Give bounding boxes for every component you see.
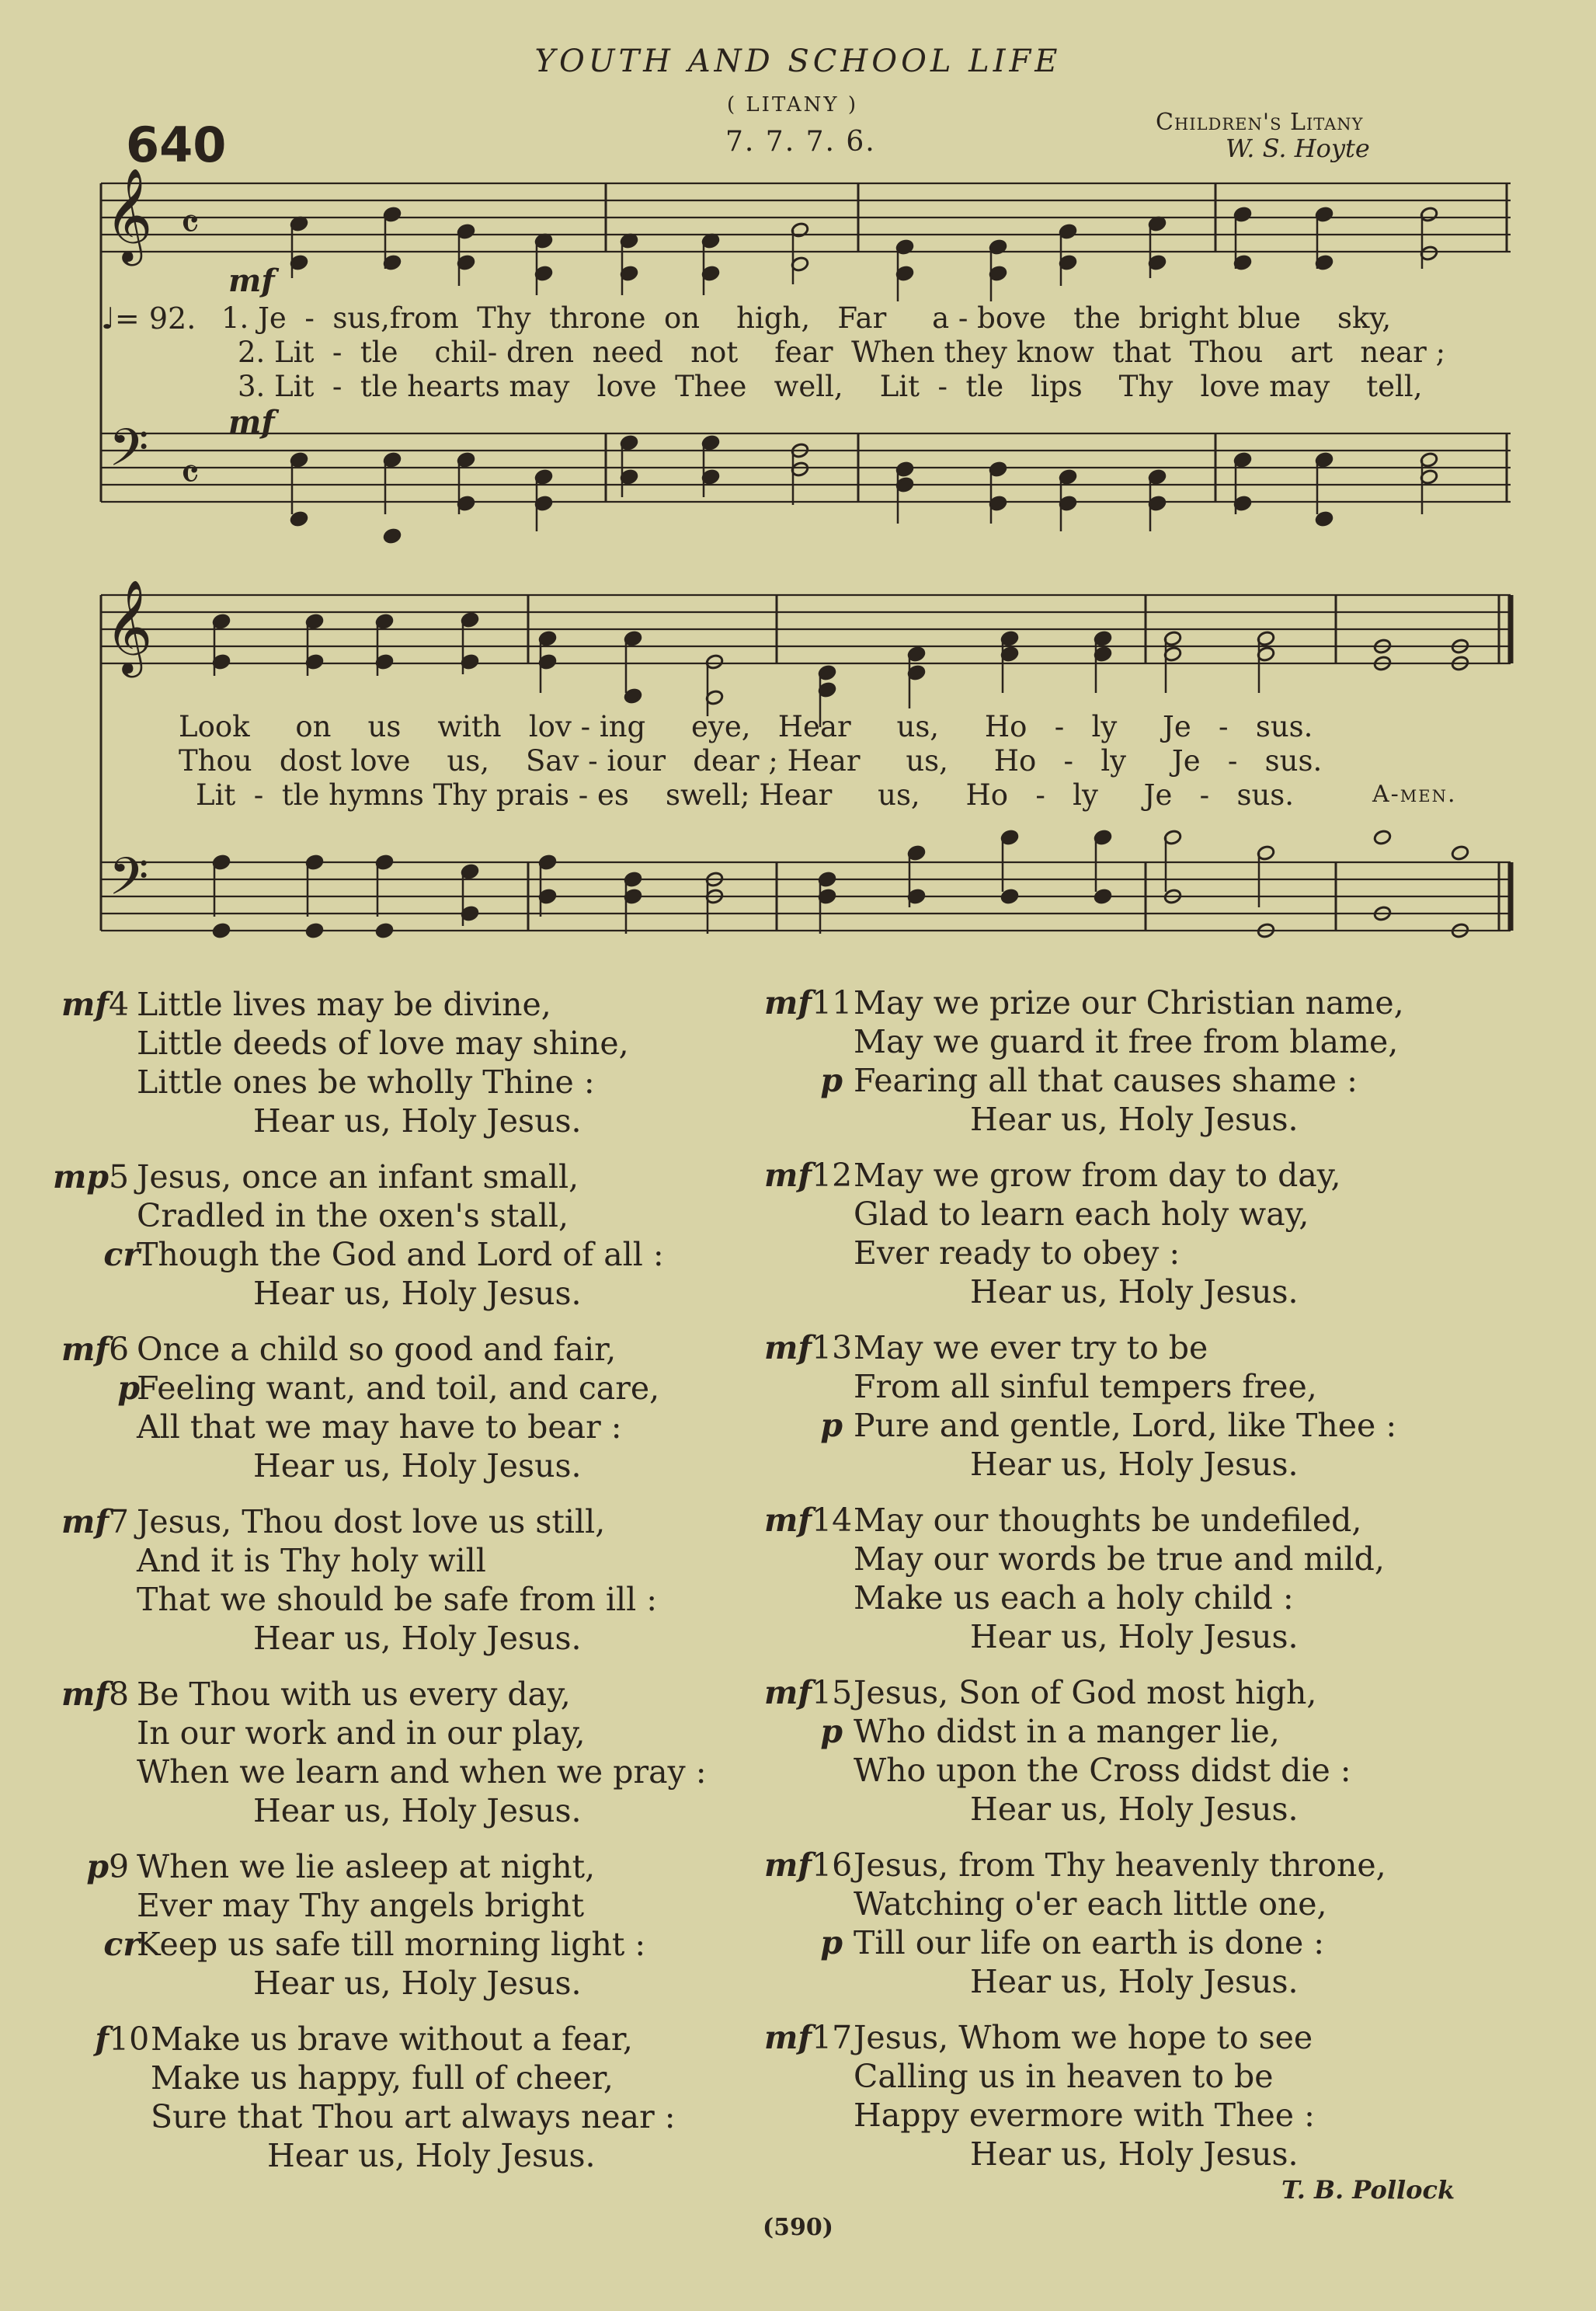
refrain-line: Hear us, Holy Jesus. bbox=[970, 1446, 1299, 1483]
note-bass-2 bbox=[212, 923, 231, 939]
time-signature: 𝄴 bbox=[180, 450, 200, 500]
stanza-number: 6 bbox=[109, 1331, 130, 1368]
verse-line: When we learn and when we pray : bbox=[137, 1753, 707, 1791]
note-bass-1 bbox=[383, 528, 402, 545]
bass-clef: 𝄢 bbox=[109, 847, 149, 919]
dynamic-mark: p bbox=[820, 1407, 843, 1444]
verse-line: Little deeds of love may shine, bbox=[137, 1025, 629, 1062]
refrain-line: Hear us, Holy Jesus. bbox=[253, 1792, 582, 1829]
refrain-line: Hear us, Holy Jesus. bbox=[970, 1618, 1299, 1655]
verse-line: In our work and in our play, bbox=[137, 1714, 586, 1752]
verse-line: That we should be safe from ill : bbox=[137, 1581, 658, 1618]
verse-line: Pure and gentle, Lord, like Thee : bbox=[854, 1407, 1397, 1444]
dynamic-mark: mf bbox=[763, 1157, 812, 1194]
refrain-line: Hear us, Holy Jesus. bbox=[970, 1791, 1299, 1828]
stanza-number: 9 bbox=[109, 1848, 130, 1885]
verse-line: Be Thou with us every day, bbox=[137, 1676, 571, 1713]
dynamic-mark: mf bbox=[61, 1503, 109, 1540]
verse-line: From all sinful tempers free, bbox=[854, 1368, 1317, 1405]
tempo-marking: ♩= 92. bbox=[101, 301, 196, 336]
hymn-meter: 7. 7. 7. 6. bbox=[725, 126, 876, 158]
verse-line: Make us each a holy child : bbox=[854, 1579, 1294, 1617]
dynamic-mark: mf bbox=[61, 1676, 109, 1713]
lyric-line-1: 1. Je - sus,from Thy throne on high, Far a - bove the bright blue sky, bbox=[221, 301, 1392, 335]
verse-line: Who didst in a manger lie, bbox=[854, 1713, 1280, 1750]
treble-clef: 𝄞 bbox=[105, 167, 153, 262]
dynamic-mark: p bbox=[86, 1848, 109, 1885]
verse-line: May our thoughts be undefiled, bbox=[854, 1502, 1362, 1539]
composer: W. S. Hoyte bbox=[1226, 134, 1370, 163]
verse-line: Ever ready to obey : bbox=[854, 1234, 1180, 1272]
verse-line: Once a child so good and fair, bbox=[137, 1331, 617, 1368]
verse-line: Keep us safe till morning light : bbox=[137, 1926, 646, 1963]
refrain-line: Hear us, Holy Jesus. bbox=[253, 1447, 582, 1484]
verse-line: And it is Thy holy will bbox=[137, 1542, 486, 1579]
text-author: T. B. Pollock bbox=[1281, 2175, 1455, 2205]
dynamic-mark: f bbox=[95, 2020, 109, 2058]
verse-line: When we lie asleep at night, bbox=[137, 1848, 596, 1885]
dynamic-mark: p bbox=[820, 1924, 843, 1961]
refrain-line: Hear us, Holy Jesus. bbox=[970, 1101, 1299, 1138]
refrain-line: Hear us, Holy Jesus. bbox=[970, 1273, 1299, 1310]
dynamic-mark: mf bbox=[61, 986, 109, 1023]
dynamic-mark: cr bbox=[103, 1236, 140, 1273]
lyric-line-3: 3. Lit - tle hearts may love Thee well, Lit - tle lips Thy love may tell, bbox=[238, 370, 1423, 403]
lyric-line-5: Thou dost love us, Sav - iour dear ; Hear us, Ho - ly Je - sus. bbox=[179, 744, 1323, 778]
verse-line: Jesus, Whom we hope to see bbox=[854, 2019, 1313, 2056]
dynamic-mark: mf bbox=[763, 1502, 812, 1539]
verse-line: Till our life on earth is done : bbox=[854, 1924, 1325, 1961]
verse-line: Happy evermore with Thee : bbox=[854, 2097, 1315, 2134]
dynamic-mark: p bbox=[820, 1713, 843, 1750]
tune-name: Children's Litany bbox=[1156, 109, 1364, 136]
verse-line: Ever may Thy angels bright bbox=[137, 1887, 585, 1924]
stanza-number: 17 bbox=[812, 2019, 853, 2056]
refrain-line: Hear us, Holy Jesus. bbox=[970, 2135, 1299, 2173]
verse-line: Jesus, Son of God most high, bbox=[854, 1674, 1317, 1711]
lyric-line-4: Look on us with lov - ing eye, Hear us, Ho - ly Je - sus. bbox=[179, 710, 1313, 743]
lyric-line-6: Lit - tle hymns Thy prais - es swell; Hear us, Ho - ly Je - sus. bbox=[196, 778, 1295, 812]
refrain-line: Hear us, Holy Jesus. bbox=[267, 2137, 596, 2174]
stanza-number: 5 bbox=[109, 1158, 130, 1196]
dynamic-mark: mf bbox=[763, 1846, 812, 1884]
stanza-number: 15 bbox=[812, 1674, 853, 1711]
amen-text: A-men. bbox=[1372, 781, 1457, 808]
stanza-number: 4 bbox=[109, 986, 130, 1023]
stanza-number: 13 bbox=[812, 1329, 853, 1366]
dynamic-mark: mp bbox=[52, 1158, 109, 1196]
refrain-line: Hear us, Holy Jesus. bbox=[970, 1963, 1299, 2000]
dynamic-mark: p bbox=[820, 1062, 843, 1099]
verse-line: Cradled in the oxen's stall, bbox=[137, 1197, 569, 1234]
dynamic-mark: mf bbox=[763, 1329, 812, 1366]
verse-line: Little lives may be divine, bbox=[137, 986, 551, 1023]
verse-line: Who upon the Cross didst die : bbox=[854, 1752, 1351, 1789]
stanza-number: 7 bbox=[109, 1503, 130, 1540]
note-bass-2 bbox=[1373, 830, 1392, 846]
refrain-line: Hear us, Holy Jesus. bbox=[253, 1965, 582, 2002]
verse-line: Watching o'er each little one, bbox=[854, 1885, 1327, 1923]
dynamic-mark: p bbox=[117, 1370, 140, 1407]
dynamic-mark: cr bbox=[103, 1926, 140, 1963]
verse-line: Sure that Thou art always near : bbox=[151, 2098, 676, 2135]
verse-line: Jesus, once an infant small, bbox=[137, 1158, 579, 1196]
music-score bbox=[0, 0, 1596, 955]
note-bass-2 bbox=[375, 923, 394, 939]
refrain-line: Hear us, Holy Jesus. bbox=[253, 1275, 582, 1312]
verse-line: Make us brave without a fear, bbox=[151, 2020, 633, 2058]
verse-line: Fearing all that causes shame : bbox=[854, 1062, 1358, 1099]
verse-line: May we ever try to be bbox=[854, 1329, 1208, 1366]
dynamic-bass: mf bbox=[228, 404, 275, 440]
verse-line: May we grow from day to day, bbox=[854, 1157, 1341, 1194]
verse-line: Though the God and Lord of all : bbox=[137, 1236, 664, 1273]
verse-line: Feeling want, and toil, and care, bbox=[137, 1370, 660, 1407]
verse-line: Glad to learn each holy way, bbox=[854, 1196, 1309, 1233]
verse-line: Jesus, Thou dost love us still, bbox=[137, 1503, 606, 1540]
hymn-subtitle: ( LITANY ) bbox=[727, 93, 858, 117]
dynamic-mark: mf bbox=[763, 1674, 812, 1711]
verse-line: May we guard it free from blame, bbox=[854, 1023, 1399, 1060]
verse-line: All that we may have to bear : bbox=[137, 1408, 622, 1446]
hymn-number: 640 bbox=[126, 117, 227, 173]
verse-line: May we prize our Christian name, bbox=[854, 984, 1404, 1022]
verse-line: Jesus, from Thy heavenly throne, bbox=[854, 1846, 1386, 1884]
verse-line: May our words be true and mild, bbox=[854, 1540, 1385, 1578]
treble-clef: 𝄞 bbox=[105, 579, 153, 673]
verse-line: Little ones be wholly Thine : bbox=[137, 1063, 595, 1101]
bass-clef: 𝄢 bbox=[109, 418, 149, 490]
stanza-number: 8 bbox=[109, 1676, 130, 1713]
lyric-line-2: 2. Lit - tle chil- dren need not fear When they know that Thou art near ; bbox=[238, 336, 1446, 369]
dynamic-treble: mf bbox=[228, 263, 275, 299]
stanza-number: 10 bbox=[109, 2020, 150, 2058]
note-bass-2 bbox=[305, 923, 324, 939]
stanza-number: 14 bbox=[812, 1502, 853, 1539]
verse-line: Make us happy, full of cheer, bbox=[151, 2059, 614, 2097]
page-number: (590) bbox=[762, 2214, 833, 2241]
note-bass-2 bbox=[1451, 845, 1469, 861]
time-signature: 𝄴 bbox=[180, 200, 200, 250]
stanza-number: 11 bbox=[812, 984, 853, 1022]
dynamic-mark: mf bbox=[61, 1331, 109, 1368]
section-title: YOUTH AND SCHOOL LIFE bbox=[534, 44, 1062, 79]
stanza-number: 16 bbox=[812, 1846, 853, 1884]
refrain-line: Hear us, Holy Jesus. bbox=[253, 1620, 582, 1657]
dynamic-mark: mf bbox=[763, 2019, 812, 2056]
refrain-line: Hear us, Holy Jesus. bbox=[253, 1102, 582, 1140]
verse-line: Calling us in heaven to be bbox=[854, 2058, 1274, 2095]
dynamic-mark: mf bbox=[763, 984, 812, 1022]
stanza-number: 12 bbox=[812, 1157, 853, 1194]
